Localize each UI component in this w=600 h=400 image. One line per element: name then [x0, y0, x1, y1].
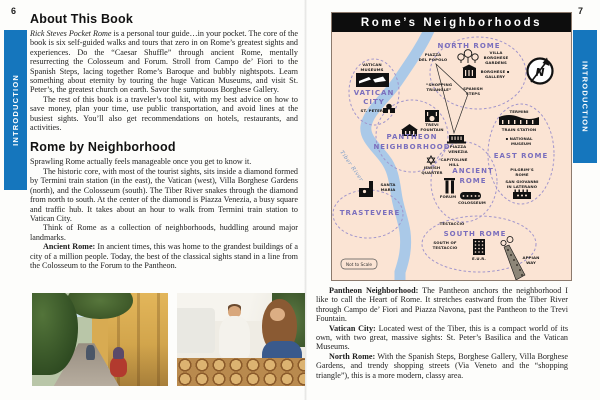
about-paragraphs [30, 29, 298, 132]
map-label: VENEZIA [448, 149, 468, 154]
photo-market-scene [177, 293, 305, 386]
map-label: PIAZZA [449, 144, 467, 149]
map-label: TESTACCIO [432, 245, 458, 250]
forum-columns-icon [444, 178, 455, 194]
map-title: Rome’s Neighborhoods [332, 13, 571, 32]
map-label: Not to Scale [345, 263, 373, 268]
paragraph: Sprawling Rome actually feels manageable once you get to know it. [30, 157, 252, 167]
santa-maria-church-icon [359, 181, 373, 197]
paragraph: Think of Rome as a collection of neighborhoods, huddling around major landmarks. [30, 223, 298, 242]
map-label: TESTACCIO [439, 221, 465, 226]
paragraph: Ancient Rome: In ancient times, this was home to the grandest buildings of a city of a million people. Today, the best of the classical sights stand in a line from the Colosseum to the Forum to the Pantheon. [30, 242, 298, 270]
map-label: NORTH ROME [437, 42, 501, 50]
paragraph: North Rome: With the Spanish Steps, Borghese Gallery, Villa Borghese Gardens, and trendy shopping streets (Via Veneto and the “shopping triangle”), this is a more modern, classy area. [316, 351, 568, 380]
photo-market-vendor [219, 316, 250, 358]
paragraph: Rick Steves Pocket Rome is a personal tour guide…in your pocket. The core of the book is six self-guided walks and tours that zero in on Rome’s greatest sights and experiences. Do the “Caesar Shuffle” through ancient Rome, mentally resurrecting the Colosseum and Forum. Stroll from Campo de’ Fiori to the Spanish Steps, lacing together Rome’s Baroque and bubbly nightspots. Learn something about eternity by touring the huge Vatican Museums, and visit St. Peter’s, the greatest church on earth. Savor the sumptuous Borghese Gallery. [30, 29, 298, 95]
paragraph: The rest of this book is a traveler’s tool kit, with my best advice on how to save money, plan your time, use public transportation, and avoid lines at the busiest sights. You’ll also get recommendations on hotels, restaurants, and activities. [30, 94, 298, 133]
paragraph: The historic core, with most of the tourist sights, sits inside a diamond formed by Termini train station (in the east), the Vatican (west), Villa Borghese Gardens (north), and the Colosseum (south). The Tiber River snakes through the diamond from north to south. At the center of the diamond is Piazza Venezia, a busy square and traffic hub. It takes about an hour to walk from Termini train station to Vatican City. [30, 166, 298, 223]
map-label: SOUTH OF [433, 240, 457, 245]
map-label: SOUTH ROME [443, 230, 507, 238]
map-label: CAPITOLINE [440, 157, 468, 162]
appian-way-icon [501, 237, 525, 281]
map-label: ▪ NATIONAL [505, 136, 533, 141]
heading-about-this-book: About This Book [30, 12, 133, 26]
photo-market-shopper-face [270, 308, 284, 321]
map-label: GALLERY [484, 74, 506, 79]
map-label: BORGHESE [483, 55, 509, 60]
map-canvas [332, 32, 569, 280]
paragraph-lead: Rick Steves Pocket Rome [30, 29, 112, 38]
map-label: EAST ROME [493, 152, 549, 160]
eur-building-icon [473, 239, 485, 255]
map-label: DEL POPOLO [418, 57, 448, 62]
photo-street-scooter [110, 356, 128, 376]
sidebar-tab-right-label: INTRODUCTION [580, 60, 590, 133]
map-label: PILGRIM’S [510, 167, 534, 172]
map-label: FOUNTAIN [420, 127, 444, 132]
map-label: MARIA [380, 187, 396, 192]
map-label: NEIGHBORHOOD [373, 143, 451, 151]
vatican-museums-icon [356, 73, 389, 87]
map-label: APPIAN [522, 255, 540, 260]
colosseum-icon [460, 192, 481, 200]
photo-street-scene [32, 293, 168, 386]
map-label: COLOSSEUM [458, 200, 486, 205]
map-label: TRAIN STATION [501, 127, 537, 132]
map-label: E.U.R. [472, 256, 486, 261]
paragraph-lead: North Rome: [329, 351, 376, 361]
villa-borghese-trees-icon [458, 50, 478, 63]
map-label: TREVI [425, 122, 439, 127]
map-label: CITY [363, 98, 385, 106]
map-label: SANTA [380, 182, 396, 187]
map-label: QUARTER [421, 170, 443, 175]
photo-market-bread-stacks [177, 358, 305, 386]
page-number-left: 6 [11, 6, 17, 16]
map-label: PANTHEON [386, 133, 438, 141]
map-label: GARDENS [485, 60, 507, 65]
sidebar-tab-left[interactable] [4, 30, 27, 190]
map-label: VATICAN [362, 62, 382, 67]
map-label: N [535, 66, 545, 79]
photo-market-van [177, 308, 215, 353]
map-label: VILLA [489, 50, 503, 55]
photo-street-pedestrian [86, 345, 94, 360]
map-label: Tiber River [338, 149, 365, 183]
map-label: BORGHESE ▪ [480, 69, 510, 74]
map-label: ANCIENT [452, 167, 494, 175]
map-rome-neighborhoods [331, 12, 572, 281]
map-label: “SHOPPING [425, 82, 453, 87]
paragraph-lead: Vatican City: [329, 323, 376, 333]
paragraph-lead: Pantheon Neighborhood: [329, 286, 419, 295]
sidebar-tab-left-label: INTRODUCTION [11, 74, 20, 146]
map-label: SAN GIOVANNI [505, 179, 539, 184]
paragraph-lead: Ancient Rome: [43, 242, 96, 252]
map-label: MUSEUM [510, 141, 532, 146]
map-label: STEPS [465, 91, 481, 96]
left-text-column [30, 12, 298, 270]
map-label: SPANISH [463, 86, 483, 91]
map-label: TRASTEVERE [339, 209, 401, 217]
map-label: JEWISH [423, 165, 441, 170]
map-label: FORUM [439, 194, 457, 199]
map-label: TRIANGLE” [426, 87, 452, 92]
map-label: HILL [448, 162, 460, 167]
map-label: PIAZZA [424, 52, 442, 57]
paragraph: Vatican City: Located west of the Tiber, this is a compact world of its own, with two great, massive sights: St. Peter’s Basilica and the Vatican Museums. [316, 323, 568, 352]
map-label: ROME [515, 172, 529, 177]
neighborhood-paragraphs [30, 157, 298, 270]
page-number-right: 7 [578, 6, 584, 16]
map-label: TERMINI [509, 109, 529, 114]
map-label: VATICAN [353, 89, 395, 97]
trevi-fountain-icon [425, 110, 439, 122]
termini-station-icon [499, 115, 539, 125]
right-text-column [316, 286, 568, 380]
heading-rome-by-neighborhood: Rome by Neighborhood [30, 140, 176, 155]
map-label: IN LATERANO [506, 184, 538, 189]
map-label: WAY [526, 260, 536, 265]
map-label: ST. PETER’S [360, 108, 388, 113]
san-giovanni-church-icon [513, 190, 531, 200]
map-label: MUSEUMS [360, 67, 384, 72]
borghese-gallery-icon [462, 65, 476, 79]
map-label: ROME [459, 177, 487, 185]
sidebar-tab-right[interactable] [573, 30, 597, 163]
paragraph: Pantheon Neighborhood: The Pantheon anchors the neighborhood I like to call the Heart of Rome. It stretches eastward from the Tiber River through Campo de’ Fiori and Piazza Navona, past the Pantheon to the Trevi Fountain. [316, 286, 568, 324]
jewish-quarter-star-icon [427, 156, 434, 165]
